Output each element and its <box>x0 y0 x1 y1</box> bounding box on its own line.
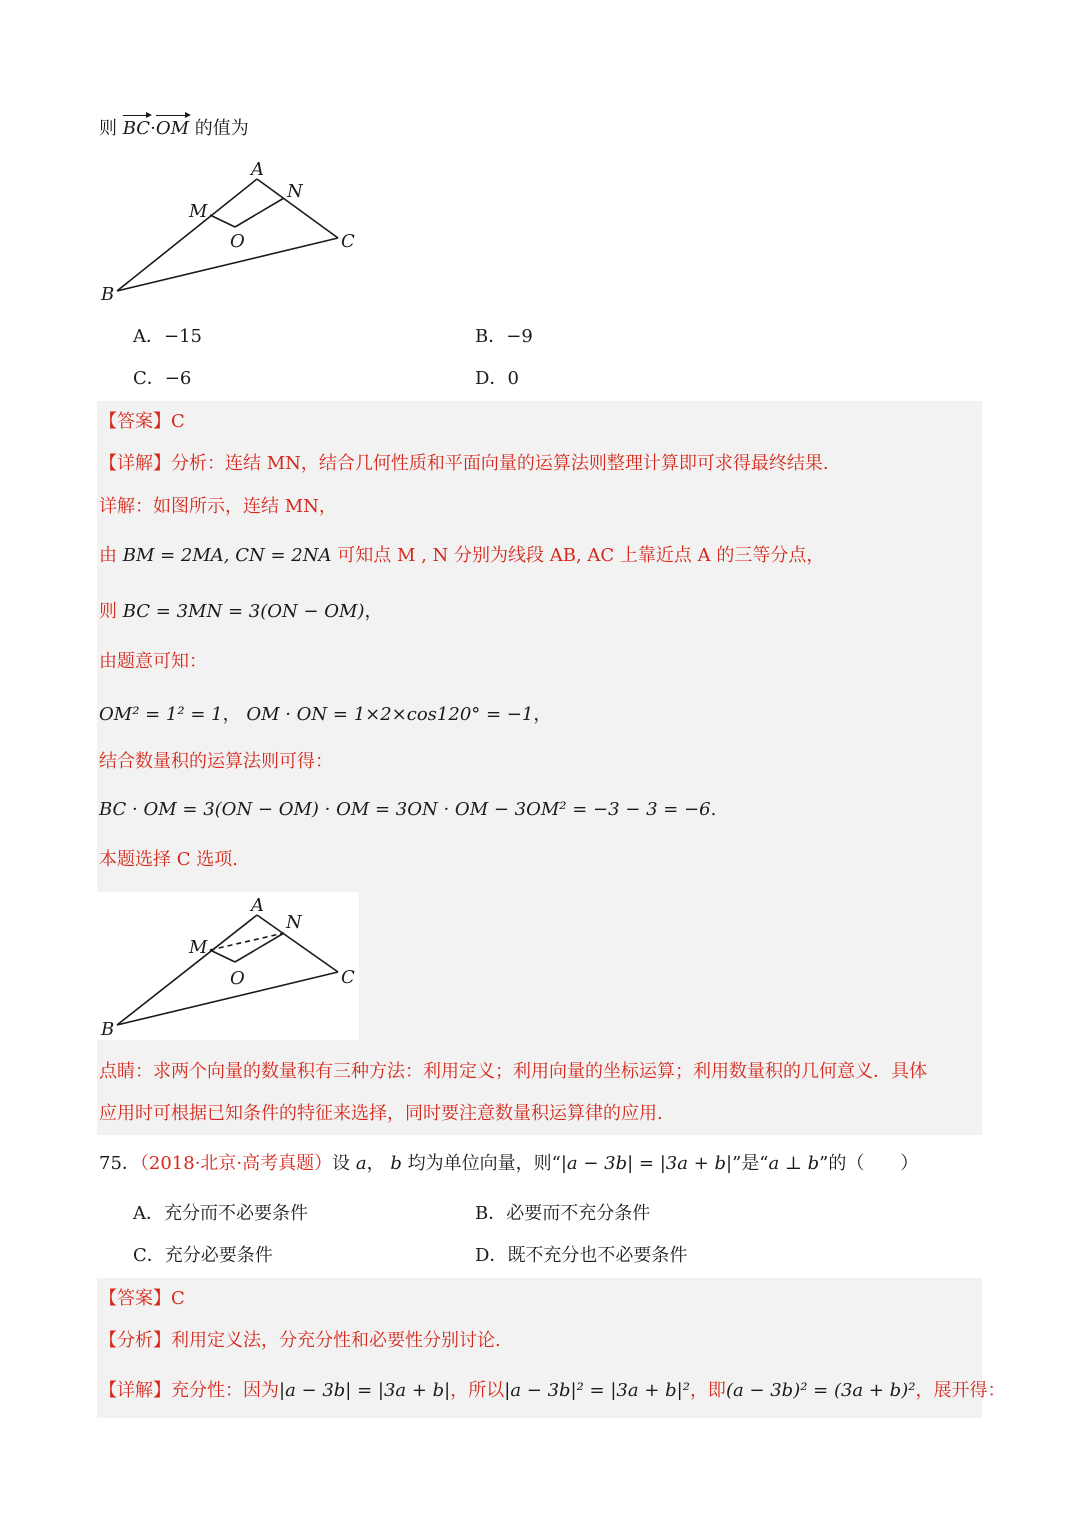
dot-operator: · <box>150 118 156 139</box>
q74-option-c <box>133 367 191 391</box>
detail-text: ，所以 <box>450 1380 505 1401</box>
option-label: A． <box>133 1203 164 1224</box>
math-expression: b <box>390 1153 402 1174</box>
option-label: B． <box>475 326 507 347</box>
label-b: B <box>101 1019 115 1040</box>
punctuation: ， <box>222 704 241 725</box>
label-m: M <box>189 201 208 222</box>
answer-tag: 【答案】 <box>99 1288 171 1309</box>
stem-text: ”是“ <box>732 1153 769 1174</box>
q74-answer <box>99 410 185 434</box>
punctuation: ， <box>366 1153 385 1174</box>
answer-value: C <box>171 1288 185 1309</box>
math-expression: BC · OM = 3(ON − OM) · OM = 3ON · OM − 3OM² = −3 − 3 = −6 <box>99 799 711 820</box>
triangle-figure <box>95 155 365 305</box>
label-o: O <box>230 968 245 989</box>
math-expression: a <box>355 1153 367 1174</box>
analysis-tag: 【分析】 <box>99 1330 171 1351</box>
option-value: 必要而不充分条件 <box>506 1203 651 1224</box>
q74-step-6: 结合数量积的运算法则可得： <box>99 751 333 772</box>
question-source: （2018·北京·高考真题） <box>139 1153 333 1174</box>
q75-option-a <box>133 1202 308 1226</box>
q75-option-d <box>475 1244 687 1268</box>
label-n: N <box>287 181 303 202</box>
option-value: −15 <box>164 326 202 347</box>
q74-step-4: 由题意可知： <box>99 651 207 672</box>
math-expression: a ⊥ b <box>768 1153 820 1174</box>
option-label: C． <box>133 368 165 389</box>
q74-detail-intro <box>99 452 829 476</box>
q74-option-a <box>133 325 202 349</box>
q75-option-b <box>475 1202 650 1226</box>
q74-stem <box>99 113 249 141</box>
step-text: 由 <box>99 545 117 566</box>
stem-suffix: 的值为 <box>194 118 249 139</box>
step-text: 可知点 M , N 分别为线段 AB, AC 上靠近点 A 的三等分点， <box>337 545 825 566</box>
option-value: −9 <box>506 326 533 347</box>
math-expression: OM² = 1² = 1 <box>99 704 223 725</box>
punctuation: . <box>710 799 717 820</box>
q74-step-7 <box>99 798 716 822</box>
label-c: C <box>341 231 355 252</box>
q75-answer <box>99 1287 185 1311</box>
option-label: C． <box>133 1245 165 1266</box>
stem-text: 设 <box>332 1153 351 1174</box>
analysis-text: 利用定义法，分充分性和必要性分别讨论. <box>171 1330 501 1351</box>
question-number: 75． <box>99 1153 140 1174</box>
answer-tag: 【答案】 <box>99 411 171 432</box>
vector-om: OM <box>156 113 189 141</box>
q74-tip-line-2: 应用时可根据已知条件的特征来选择，同时要注意数量积运算律的应用. <box>99 1103 663 1124</box>
label-b: B <box>101 284 115 305</box>
math-expression: |a − 3b| = |3a + b| <box>279 1380 451 1401</box>
punctuation: ， <box>533 704 552 725</box>
option-value: 既不充分也不必要条件 <box>507 1245 688 1266</box>
q75-analysis <box>99 1329 501 1353</box>
q74-option-b <box>475 325 533 349</box>
q74-option-d <box>475 367 519 391</box>
label-o: O <box>230 231 245 252</box>
detail-text: ，即 <box>689 1380 726 1401</box>
stem-prefix: 则 <box>99 118 117 139</box>
q75-detail <box>99 1379 1005 1403</box>
q74-step-1: 详解：如图所示，连结 MN， <box>99 496 337 517</box>
detail-tag: 【详解】 <box>99 453 171 474</box>
q75-stem <box>99 1152 918 1176</box>
answer-value: C <box>171 411 185 432</box>
triangle-figure-mn <box>97 892 359 1040</box>
math-expression: BM = 2MA, CN = 2NA <box>122 545 332 566</box>
stem-text: ”的（ ） <box>819 1153 919 1174</box>
label-a: A <box>251 895 264 916</box>
label-a: A <box>251 159 264 180</box>
math-expression: BC = 3MN = 3(ON − OM) <box>122 601 365 622</box>
punctuation: ， <box>364 601 383 622</box>
option-label: D． <box>475 368 508 389</box>
vector-bc: BC <box>123 113 150 141</box>
q74-step-8: 本题选择 C 选项. <box>99 849 238 870</box>
math-expression: (a − 3b)² = (3a + b)² <box>725 1380 916 1401</box>
q74-step-3 <box>99 600 382 624</box>
option-label: B． <box>475 1203 507 1224</box>
detail-text: ，展开得： <box>915 1380 1006 1401</box>
detail-text: 充分性：因为 <box>171 1380 279 1401</box>
q74-step-5 <box>99 703 551 727</box>
detail-tag: 【详解】 <box>99 1380 171 1401</box>
label-c: C <box>341 967 355 988</box>
math-expression: OM · ON = 1×2×cos120° = −1 <box>246 704 534 725</box>
q74-tip-line-1: 点睛：求两个向量的数量积有三种方法：利用定义；利用向量的坐标运算；利用数量积的几何意义．具体 <box>99 1061 927 1082</box>
q75-option-c <box>133 1244 273 1268</box>
label-n: N <box>286 912 302 933</box>
option-value: 0 <box>507 368 519 389</box>
detail-text: 分析：连结 MN，结合几何性质和平面向量的运算法则整理计算即可求得最终结果. <box>171 453 829 474</box>
math-expression: |a − 3b| = |3a + b| <box>560 1153 733 1174</box>
label-m: M <box>189 937 208 958</box>
option-value: 充分而不必要条件 <box>164 1203 308 1224</box>
option-value: 充分必要条件 <box>164 1245 273 1266</box>
option-label: D． <box>475 1245 508 1266</box>
stem-text: 均为单位向量，则“ <box>407 1153 561 1174</box>
math-expression: |a − 3b|² = |3a + b|² <box>504 1380 690 1401</box>
option-label: A． <box>133 326 164 347</box>
option-value: −6 <box>164 368 192 389</box>
q74-step-2 <box>99 544 824 568</box>
step-text: 则 <box>99 601 117 622</box>
